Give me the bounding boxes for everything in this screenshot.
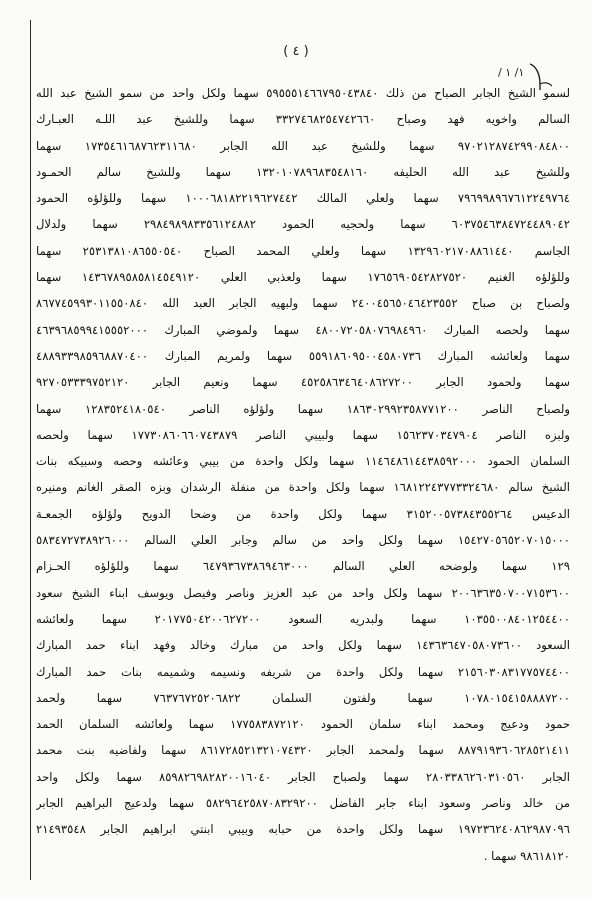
text-line: ٩٨٦١٨١٢٠ سهما .: [483, 848, 570, 863]
text-line: ٢١٥٦٠٣٠٨٣١٧٧٥٧٤٤٠٠ سهما ولكل واحدة من شريفه ونسيمه وشميمه بنات حمد المبارك: [36, 664, 570, 679]
text-line: السعود ١٤٣٦٣٦٤٧٠٥٨٠٧٣٦٠٠ سهما ولكل واحد من مبارك وخالد وفهد ابناء حمد المبارك: [36, 638, 570, 653]
text-line: ولصباح الناصر ١٨٦٣٠٢٩٩٢٣٥٨٧٧١٢٠٠ سهما ولؤلؤه الناصر ١٢٨٣٥٢٤١٨٠٥٤٠ سهما: [36, 401, 570, 416]
text-line: ١٠٧٨٠١٥٤١٥٨٨٨٧٢٠٠ سهما ولفتون السلمان ٧٦٣٧٦٧٢٥٢٠٦٨٢٢ سهما ولحمد: [36, 690, 570, 705]
text-line: لسمو الشيخ الجابر الصباح من ذلك ٥٩٥٥٥١٤٦٦٧٩٥٠٤٣٨٤٠ سهما ولكل واحد من سمو الشيخ عبد الله: [36, 86, 570, 100]
text-line: من خالد وناصر وسعود ابناء جابر الفاضل ٥٨٢٩٦٤٢٥٨٧٠٨٣٢٩٢٠٠ سهما ولدعيج البراهيم الجابر: [36, 796, 570, 811]
text-line: ٢٠٠٦٣٦٣٥٠٧٠٠٧١٥٣٦٠٠ سهما ولكل واحد من عبد العزيز وناصر وفيصل ويوسف ابناء الشيخ سعود: [36, 585, 570, 600]
text-line: ١٥٤٢٧٠٥٦٥٢٠٧٠١٥٠٠٠ سهما ولكل واحد من سالم وجابر العلي السالم ٥٨٣٤٧٢٧٣٨٩٢٦٠٠٠: [36, 533, 570, 548]
text-line: ولبزه الناصر ١٥٦٢٣٧٠٣٤٧٩٠٤ سهما ولبيبي الناصر ١٧٧٣٠٨٦٠٦٦٠٧٤٣٨٧٩ سهما ولحصه: [36, 427, 570, 442]
text-line: ١٠٣٥٥٠٠٨٤٠١٢٥٤٤٠٠ سهما ولبدريه السعود ٢٠١٧٧٥٠٤٢٠٠٦٢٧٢٠٠ سهما ولعائشه: [36, 611, 570, 626]
text-line: الجاسم ١٣٢٩٦٠٢١٧٠٨٨٦١٤٤٠ سهما ولعلي المحمد الصباح ٢٥٣١٣٨١٠٨٦٥٥٠٥٤٠ سهما: [36, 243, 570, 258]
text-line: حمود ودعيج ومحمد ابناء سلمان الحمود ١٧٧٥٨٣٨٧٢١٢٠ سهما ولعائشه السلمان الحمد: [36, 717, 570, 732]
text-line: سهما ولحمود الجابر ٤٥٢٥٨٦٣٤٦٤٠٨٦٢٧٢٠٠ سهما ونعيم الجابر ٩٢٧٠٥٣٣٣٩٧٥٢١٢٠: [36, 375, 570, 390]
body-text: [36, 80, 570, 869]
text-line: الشيخ سالم ١٦٨١٢٢٤٣٧٧٣٣٢٤٦٨٠ سهما ولكل واحدة من منفلة الرشدان وبزه الصقر الغانم ومنيره: [36, 480, 570, 495]
text-line: ٩٧٠٢١٢٨٧٤٢٩٩٠٨٤٨٠٠ سهما وللشيخ عبد الله الجابر ١٧٣٥٤٦١٦٨٧٦٢٣١١٦٨٠ سهما: [36, 138, 570, 153]
text-line: سهما ولحصه المبارك ٤٨٠٠٧٢٠٥٨٠٧٦٩٨٤٩٦٠ سهما ولموضي المبارك ٤٦٣٩٦٨٥٩٩٤١٥٥٥٢٠٠٠: [36, 322, 570, 337]
text-line: ٦٠٣٧٥٤٦٣٨٤٧٢٤٤٨٩٠٤٢ سهما ولحجيه الحمود ٢٩٨٤٩٨٩٨٣٣٥٦١٢٤٨٨٢ سهما ولدلال: [36, 217, 570, 232]
text-line: ١٩٧٢٣٦٢٤٠٨٦٢٩٨٧٠٩٦ سهما ولكل واحدة من حبابه وبيبي ابنتي ابراهيم الجابر ٢١٤٩٣٥٤٨: [36, 822, 570, 837]
text-line: ٧٩٦٩٩٨٩٦٧٦١٢٢٤٩٧٦٤ سهما ولعلي المالك ١٠٠٠٦٨١٨٢٢١٩٦٢٧٤٤٢ سهما وللؤلؤه الحمود: [36, 191, 570, 206]
text-line: سهما ولعائشه المبارك ٥٥٩١٨٦٠٩٥٠٠٤٥٨٠٧٣٦ سهما ولمريم المبارك ٤٨٨٩٣٣٩٨٥٩٦٨٨٧٠٤٠٠: [36, 348, 570, 363]
text-line: ١٢٩ سهما ولوضحه العلي السالم ٦٤٧٩٣٦٧٣٨٦٩٤٦٣٠٠٠ سهما وللؤلؤه الحـزام: [36, 559, 570, 574]
text-line: السالم واخويه فهد وصباح ٣٣٢٧٤٦٨٢٥٤٧٤٢٦٦٠ سهما وللشيخ عبد اللـه العبـارك: [36, 112, 570, 127]
text-line: السلمان الحمود ١١٤٦٤٨٦١٤٤٣٨٥٩٢٠٠٠ سهما ولكل واحدة من بيبي وعائشه وحصه وسبيكه بنات: [36, 454, 570, 469]
text-line: وللشيخ عبد الله الحليفه ١٣٢٠١٠٧٨٩٦٨٣٥٤٨١٦٠ سهما وللشيخ سالم الحمـود: [36, 164, 570, 179]
margin-note: / ١/ ١: [498, 66, 525, 79]
margin-rule: [30, 20, 31, 880]
page-number: ( ٤ ): [283, 44, 309, 59]
text-line: الجابر ٢٨٠٣٣٨٦٢٦٠٣١٠٥٦٠ سهما ولصباح الجابر ٨٥٩٨٢٦٩٨٢٨٢٠٠١٦٠٤٠ سهما ولكل واحد: [36, 769, 570, 784]
text-line: ٨٨٧٩١٩٣٦٠٦٢٨٥٢١٤١١ سهما ولمحمد الجابر ٨٦١٧٢٨٥٢١٣٢١٠٧٤٣٢٠ سهما ولفاضيه بنت محمد: [36, 743, 570, 758]
text-line: ولصباح بن صباح ٢٤٠٠٤٥٦٥٠٤٦٤٢٣٥٥٢ سهما ولبهيه الجابر العبد الله ٨٦٧٧٤٥٩٩٣٠١١٥٥٠٨٤٠: [36, 296, 570, 311]
text-line: الدعيس ٣١٥٢٠٠٥٧٣٨٤٣٥٥٢٦٤ سهما ولكل واحدة من وضحا الدويح ولؤلؤه الجمعـة: [36, 506, 570, 521]
text-line: وللؤلؤه الغنيم ١٧٦٥٦٩٠٥٤٢٨٢٧٥٢٠ سهما ولعذبي العلي ١٤٣٦٧٨٩٥٨٥٨١٤٥٤٩١٢٠ سهما: [36, 270, 570, 285]
